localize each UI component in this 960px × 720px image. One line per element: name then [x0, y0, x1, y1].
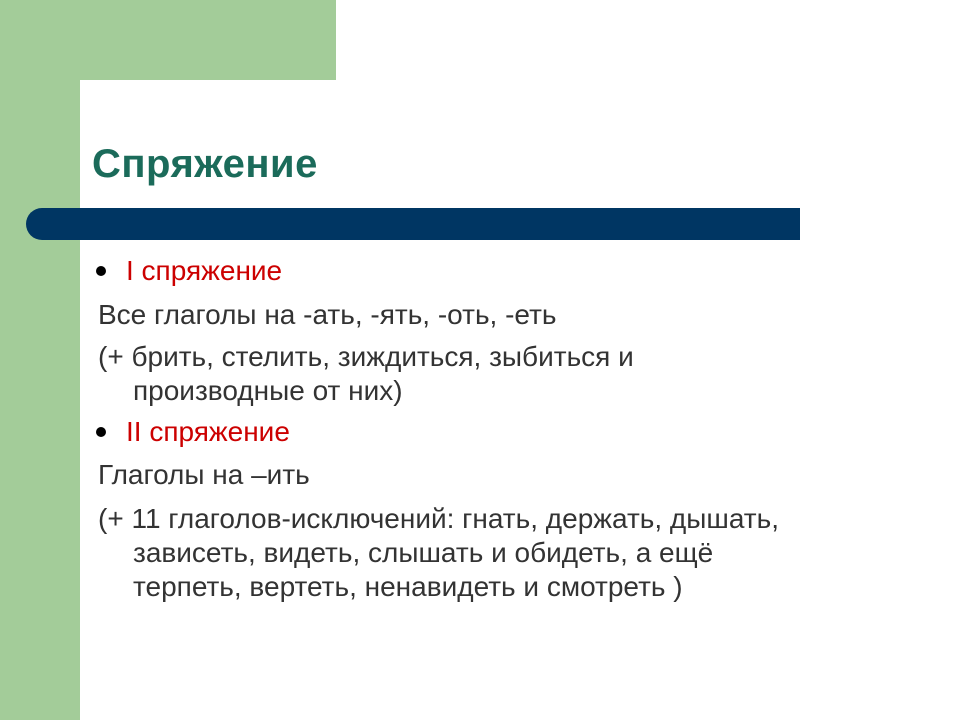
text-line-continued: зависеть, видеть, слышать и обидеть, а ещё [133, 537, 714, 568]
bullet-dot-icon [96, 427, 106, 437]
text-line: (+ 11 глаголов-исключений: гнать, держать, дышать, [98, 503, 779, 534]
bullet-heading: II спряжение [126, 416, 290, 447]
text-line: (+ брить, стелить, зиждиться, зыбиться и [98, 341, 634, 372]
text-line-continued: производные от них) [133, 375, 403, 406]
bullet-dot-icon [96, 266, 106, 276]
bullet-item-second-conjugation [96, 415, 290, 449]
text-line: Все глаголы на -ать, -ять, -оть, -еть [98, 299, 557, 330]
text-line-continued: терпеть, вертеть, ненавидеть и смотреть ) [133, 571, 683, 602]
slide-title: Спряжение [92, 142, 318, 186]
bullet-heading: I спряжение [126, 255, 283, 286]
text-line: Глаголы на –ить [98, 459, 310, 490]
bullet-item-first-conjugation [96, 254, 282, 288]
